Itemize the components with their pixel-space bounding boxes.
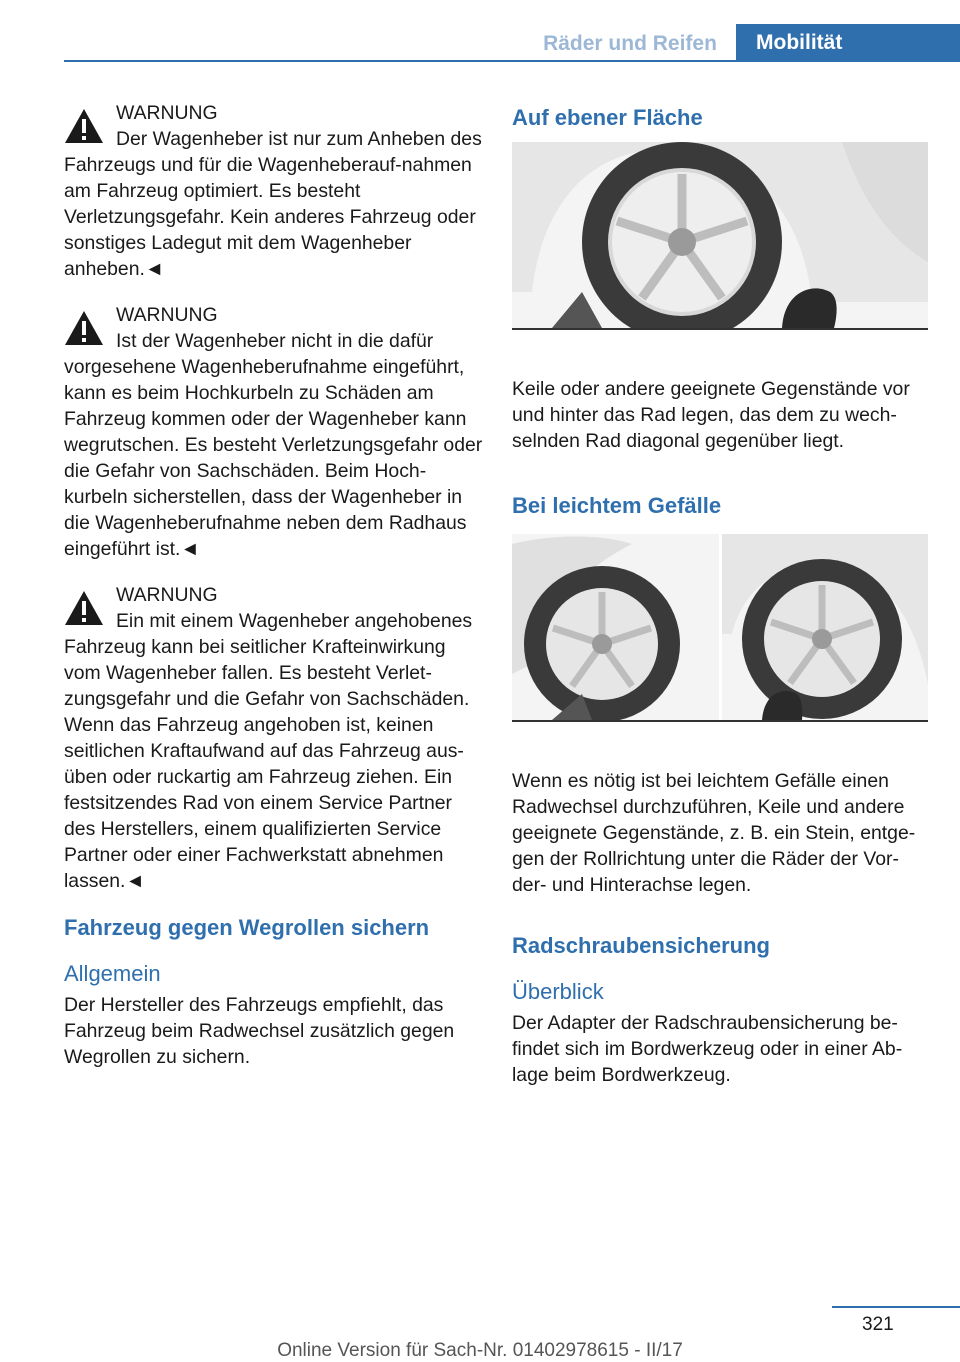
image-baseline xyxy=(512,328,928,330)
warning-block xyxy=(64,100,484,282)
section-title: Fahrzeug gegen Wegrollen sichern xyxy=(64,915,430,940)
warning-title: WARNUNG xyxy=(116,584,218,606)
wheel-slope-image xyxy=(512,534,928,720)
warning-text: Ein mit einem Wagenheber angehobenes Fahrzeug kann bei seitlicher Krafteinwirkung vom Wagenheber fallen. Es besteht Verlet-zungsgefahr und die Gefahr von Sachschäden. Wenn das Fahrzeug angehoben ist, keinen seitlichen Kraftaufwand auf das Fahrzeug aus-üben oder ruckartig am Fahrzeug ziehen. Ein festsitzendes Rad von einem Service Partner des Herstellers, einem qualifizierten Service Partner oder einer Fachwerkstatt abnehmen lassen.◄ xyxy=(64,610,473,892)
body-paragraph: Wenn es nötig ist bei leichtem Gefälle einen Radwechsel durchzuführen, Keile und andere geeignete Gegenstände, z. B. ein Stein, entge-gen der Rollrichtung unter die Räder der Vor-der- und Hinterachse legen. xyxy=(512,770,916,896)
warning-icon xyxy=(64,108,104,144)
warning-text: Der Wagenheber ist nur zum Anheben des Fahrzeugs und für die Wagenheberauf-nahmen am Fahrzeug optimiert. Es besteht Verletzungsgefahr. Kein anderes Fahrzeug oder sonstiges Ladegut mit dem Wagenheber anheben.◄ xyxy=(64,128,482,280)
subsection-title: Allgemein xyxy=(64,961,161,986)
warning-block xyxy=(64,582,484,894)
header-chapter-tab[interactable]: Räder und Reifen xyxy=(543,32,717,55)
right-column xyxy=(512,100,928,1088)
header-rule xyxy=(64,60,960,62)
body-paragraph: Der Adapter der Radschraubensicherung be-findet sich im Bordwerkzeug oder in einer Ab-lage beim Bordwerkzeug. xyxy=(512,1012,903,1086)
online-version-note: Online Version für Sach-Nr. 01402978615 - II/17 xyxy=(277,1340,683,1361)
body-paragraph: Keile oder andere geeignete Gegenstände vor und hinter das Rad legen, das dem zu wech-selnden Rad diagonal gegenüber liegt. xyxy=(512,378,910,452)
heading-flat-surface: Auf ebener Fläche xyxy=(512,105,703,130)
warning-icon xyxy=(64,590,104,626)
image-baseline xyxy=(512,720,928,722)
warning-icon xyxy=(64,310,104,346)
wheel-flat-image xyxy=(512,142,928,328)
warning-title: WARNUNG xyxy=(116,304,218,326)
warning-title: WARNUNG xyxy=(116,102,218,124)
heading-slight-slope: Bei leichtem Gefälle xyxy=(512,493,722,518)
page-number: 321 xyxy=(862,1314,894,1335)
header-section-tab[interactable]: Mobilität xyxy=(736,24,960,62)
warning-text: Ist der Wagenheber nicht in die dafür vorgesehene Wagenheberufnahme eingeführt, kann es beim Hochkurbeln zu Schäden am Fahrzeug kommen oder der Wagenheber kann wegrutschen. Es besteht Verletzungsgefahr oder die Gefahr von Sachschäden. Beim Hoch-kurbeln sicherstellen, dass der Wagenheber in die Wagenheberufnahme neben dem Radhaus eingeführt ist.◄ xyxy=(64,330,483,560)
left-column xyxy=(64,100,484,1070)
footer-rule xyxy=(832,1306,960,1308)
warning-block xyxy=(64,302,484,562)
subsection-title: Überblick xyxy=(512,979,604,1004)
section-title: Radschraubensicherung xyxy=(512,933,770,958)
body-paragraph: Der Hersteller des Fahrzeugs empfiehlt, das Fahrzeug beim Radwechsel zusätzlich gegen Wegrollen zu sichern. xyxy=(64,994,455,1068)
